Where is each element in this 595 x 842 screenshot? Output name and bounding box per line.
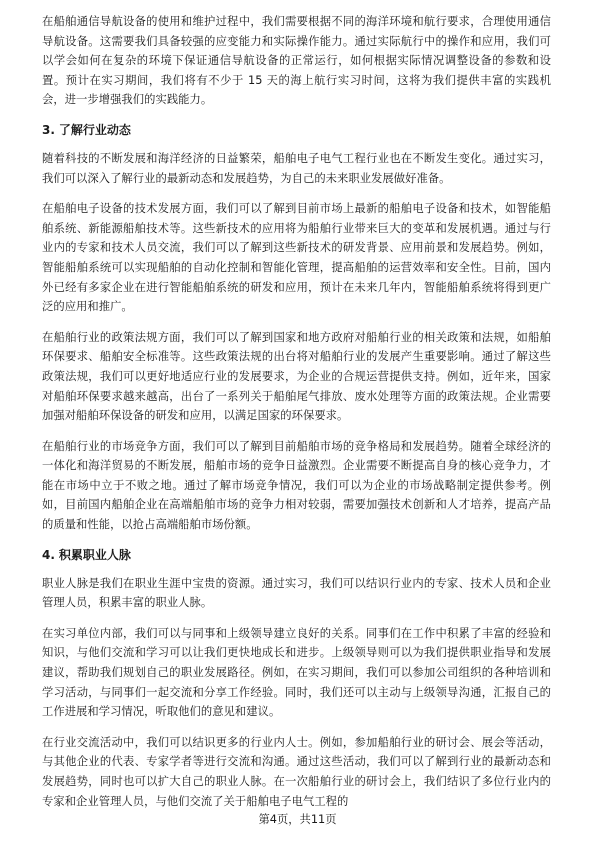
section-number: 4.: [42, 547, 55, 562]
section-heading: [42, 121, 551, 139]
section-title: 了解行业动态: [58, 122, 131, 137]
paragraph: 在船舶行业的市场竞争方面，我们可以了解到目前船舶市场的竞争格局和发展趋势。随着全球经济的一体化和海洋贸易的不断发展，船舶市场的竞争日益激烈。企业需要不断提高自身的核心竞争力，才能在市场中立于不败之地。通过了解市场竞争情况，我们可以为企业的市场战略制定提供参考。例如，目前国内船舶企业在高端船舶市场的竞争力相对较弱，需要加强技术创新和人才培养，提高产品的质量和性能，以抢占高端船舶市场份额。: [42, 439, 551, 532]
document-body: [42, 12, 551, 811]
section-number: 3.: [42, 122, 55, 137]
paragraph: 在实习单位内部，我们可以与同事和上级领导建立良好的关系。同事们在工作中积累了丰富的经验和知识，与他们交流和学习可以让我们更快地成长和进步。上级领导则可以为我们提供职业指导和发展建议，帮助我们规划自己的职业发展路径。例如，在实习期间，我们可以参加公司组织的各种培训和学习活动，与同事们一起交流和分享工作经验。同时，我们还可以主动与上级领导沟通，汇报自己的工作进展和学习情况，听取他们的意见和建议。: [42, 626, 551, 719]
section-heading: [42, 546, 551, 564]
paragraph: 职业人脉是我们在职业生涯中宝贵的资源。通过实习，我们可以结识行业内的专家、技术人员和企业管理人员，积累丰富的职业人脉。: [42, 576, 551, 610]
paragraph: 随着科技的不断发展和海洋经济的日益繁荣，船舶电子电气工程行业也在不断发生变化。通过实习，我们可以深入了解行业的最新动态和发展趋势，为自己的未来职业发展做好准备。: [42, 151, 551, 185]
paragraph: 在船舶电子设备的技术发展方面，我们可以了解到目前市场上最新的船舶电子设备和技术，如智能船舶系统、新能源船舶技术等。这些新技术的应用将为船舶行业带来巨大的变革和发展机遇。通过与行业内的专家和技术人员交流，我们可以了解到这些新技术的研发背景、应用前景和发展趋势。例如，智能船舶系统可以实现船舶的自动化控制和智能化管理，提高船舶的运营效率和安全性。目前，国内外已经有多家企业在进行智能船舶系统的研发和应用，预计在未来几年内，智能船舶系统将得到更广泛的应用和推广。: [42, 202, 551, 314]
paragraph: 在行业交流活动中，我们可以结识更多的行业内人士。例如，参加船舶行业的研讨会、展会等活动，与其他企业的代表、专家学者等进行交流和沟通。通过这些活动，我们可以了解到行业的最新动态和发展趋势，同时也可以扩大自己的职业人脉。在一次船舶行业的研讨会上，我们结识了多位行业内的专家和企业管理人员，与他们交流了关于船舶电子电气工程的: [42, 735, 551, 808]
paragraph: 在船舶行业的政策法规方面，我们可以了解到国家和地方政府对船舶行业的相关政策和法规，如船舶环保要求、船舶安全标准等。这些政策法规的出台将对船舶行业的发展产生重要影响。通过了解这些政策法规，我们可以更好地适应行业的发展要求，为企业的合规运营提供支持。例如，近年来，国家对船舶环保要求越来越高，出台了一系列关于船舶尾气排放、废水处理等方面的政策法规。企业需要加强对船舶环保设备的研发和应用，以满足国家的环保要求。: [42, 330, 551, 423]
page-number-footer: 第4页，共11页: [258, 813, 337, 826]
section-title: 积累职业人脉: [58, 547, 131, 562]
paragraph: 在船舶通信导航设备的使用和维护过程中，我们需要根据不同的海洋环境和航行要求，合理使用通信导航设备。这需要我们具备较强的应变能力和实际操作能力。通过实际航行中的操作和应用，我们可以学会如何在复杂的环境下保证通信导航设备的正常运行，如何根据实际情况调整设备的参数和设置。预计在实习期间，我们将有不少于 15 天的海上航行实习时间，这将为我们提供丰富的实践机会，进一步增强我们的实践能力。: [42, 15, 551, 107]
